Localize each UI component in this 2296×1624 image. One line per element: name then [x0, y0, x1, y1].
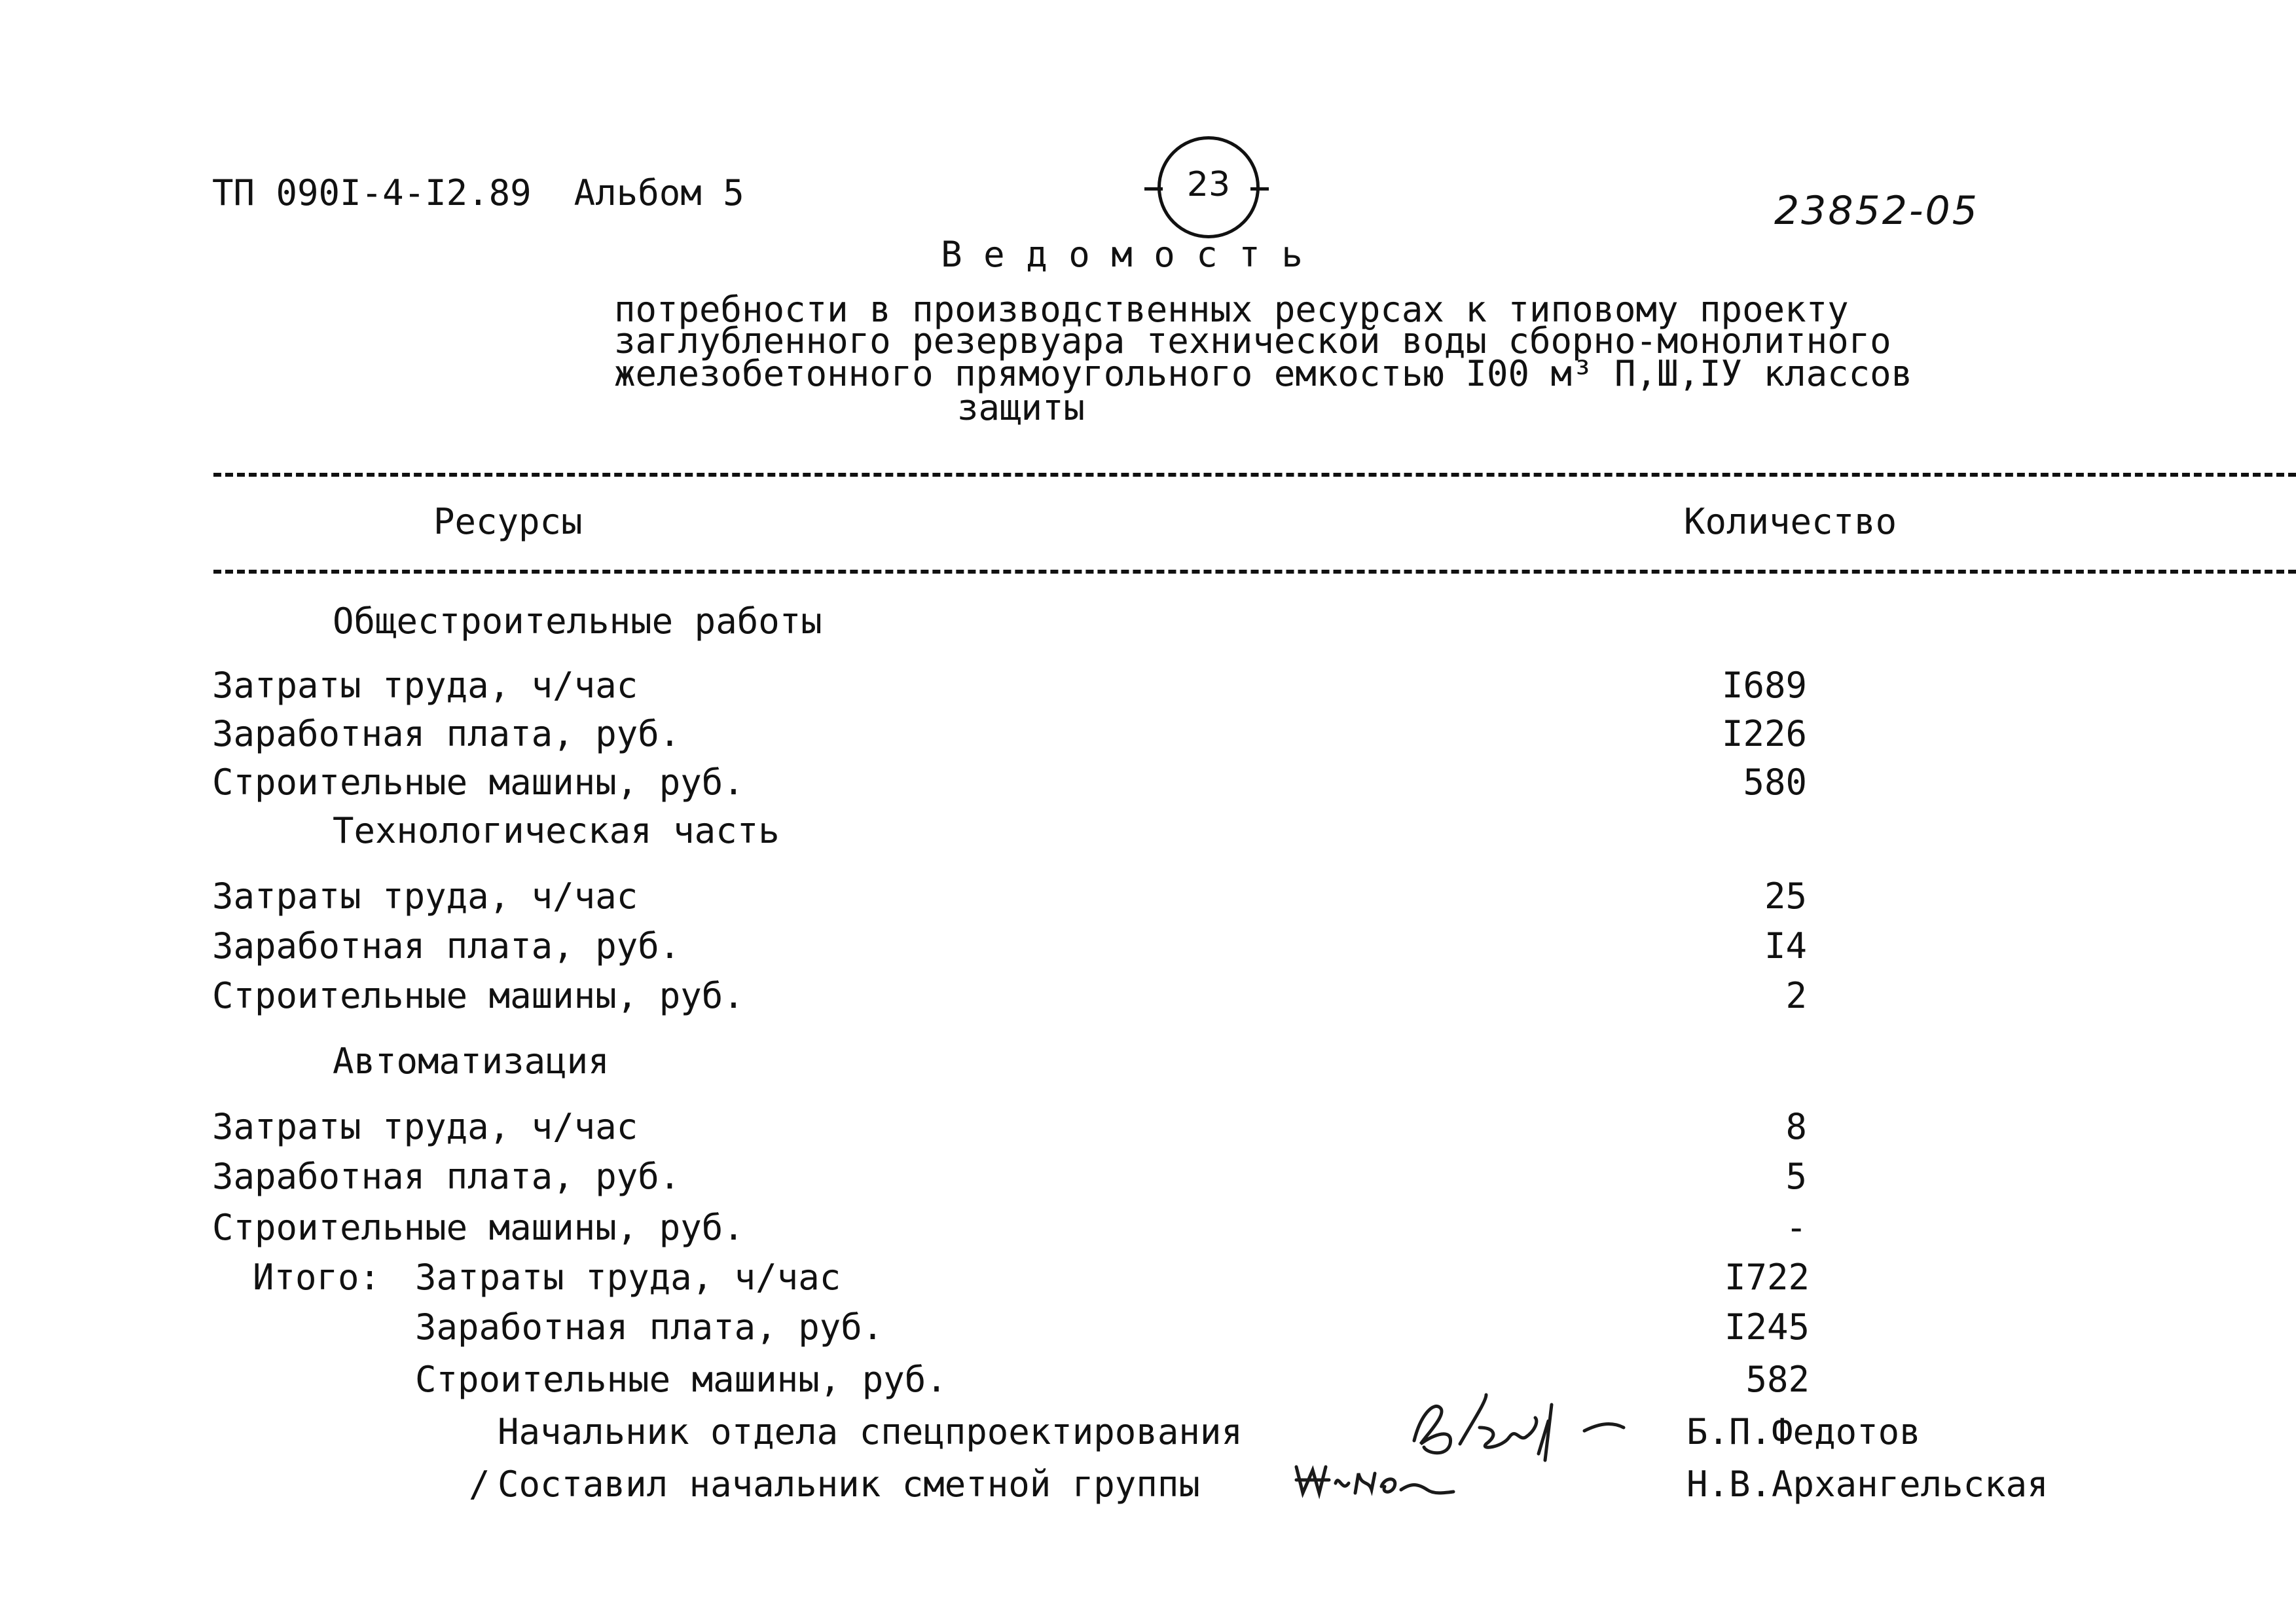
table-row-label: Заработная плата, руб.	[212, 1156, 681, 1197]
table-top-rule	[213, 473, 2296, 477]
total-row-value: I722	[1724, 1257, 1810, 1298]
table-row-value: -	[1785, 1207, 1807, 1248]
table-header-rule	[213, 570, 2296, 574]
signature-slash: /	[469, 1464, 490, 1505]
table-row-value: 2	[1785, 975, 1807, 1016]
title-line-3: железобетонного прямоугольного емкостью I00 м³ П,Ш,IУ классов	[614, 353, 1913, 394]
table-row-value: I689	[1721, 665, 1807, 706]
document-heading: В е д о м о с т ь	[941, 234, 1303, 275]
signature-position: Составил начальник сметной группы	[498, 1464, 1200, 1505]
signatory-name: Б.П.Федотов	[1686, 1411, 1921, 1452]
section-heading: Общестроительные работы	[333, 600, 822, 642]
table-row-value: 5	[1785, 1156, 1807, 1197]
title-line-4: защиты	[957, 387, 1085, 428]
page-number: 23	[1157, 136, 1260, 238]
table-row-label: Строительные машины, руб.	[212, 762, 744, 803]
column-header-resources: Ресурсы	[433, 501, 583, 542]
total-label: Итого:	[253, 1257, 381, 1298]
total-row-label: Заработная плата, руб.	[415, 1306, 884, 1348]
table-row-label: Затраты труда, ч/час	[212, 876, 638, 917]
signatory-name: Н.В.Архангельская	[1686, 1464, 2049, 1505]
document-code: 23852-05	[1774, 188, 1979, 234]
total-row-value: I245	[1724, 1306, 1810, 1348]
signature-position: Начальник отдела спецпроектирования	[498, 1411, 1243, 1452]
table-row-label: Строительные машины, руб.	[212, 1207, 744, 1248]
table-row-value: 580	[1743, 762, 1807, 803]
table-row-value: 25	[1764, 876, 1807, 917]
table-row-value: I226	[1721, 713, 1807, 754]
project-reference: ТП 090I-4-I2.89 Альбом 5	[212, 172, 744, 213]
table-row-label: Заработная плата, руб.	[212, 713, 681, 754]
table-row-label: Заработная плата, руб.	[212, 925, 681, 967]
total-row-value: 582	[1745, 1359, 1810, 1400]
table-row-label: Затраты труда, ч/час	[212, 1106, 638, 1147]
total-row-label: Строительные машины, руб.	[415, 1359, 947, 1400]
table-row-value: I4	[1764, 925, 1807, 967]
section-heading: Автоматизация	[333, 1041, 610, 1082]
section-heading: Технологическая часть	[333, 810, 780, 851]
handwritten-signature-arkhangelskaya	[1283, 1454, 1480, 1532]
title-line-1: потребности в производственных ресурсах к типовому проекту	[614, 289, 1849, 330]
title-line-2: заглубленного резервуара технической воды сборно-монолитного	[614, 320, 1891, 361]
total-row-label: Затраты труда, ч/час	[415, 1257, 841, 1298]
table-row-label: Затраты труда, ч/час	[212, 665, 638, 706]
table-row-value: 8	[1785, 1106, 1807, 1147]
table-row-label: Строительные машины, руб.	[212, 975, 744, 1016]
page-number-right-tick	[1250, 187, 1269, 191]
column-header-quantity: Количество	[1684, 501, 1897, 542]
